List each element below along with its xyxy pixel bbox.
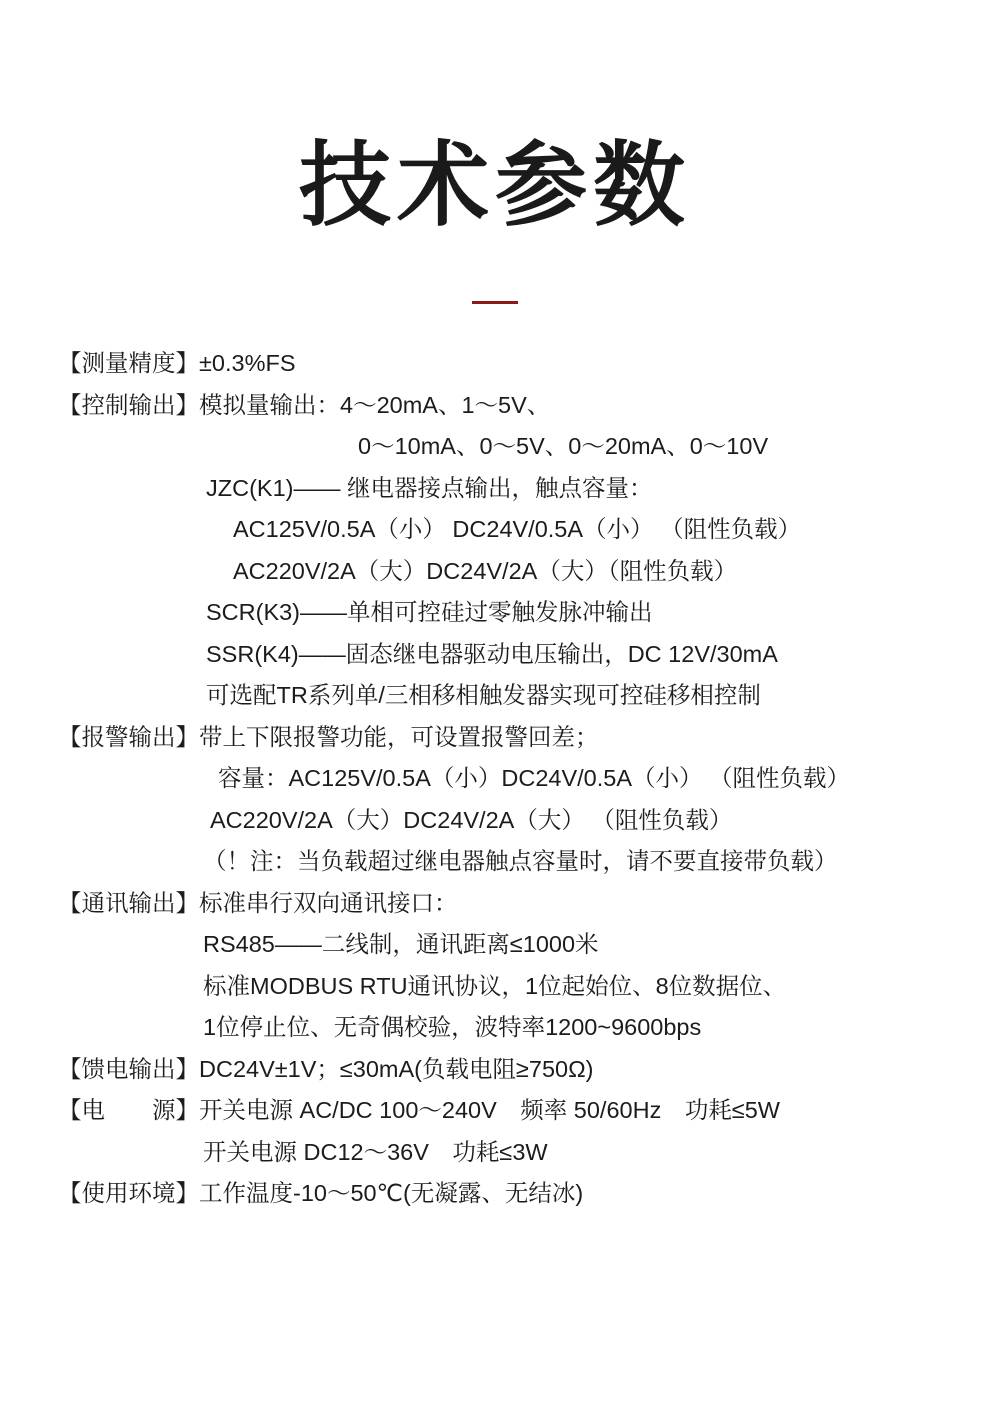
- spec-value: 带上下限报警功能，可设置报警回差；: [199, 723, 599, 750]
- spec-row: [58, 1099, 932, 1123]
- spec-list: [0, 352, 990, 1206]
- spec-value: DC24V±1V；≤30mA(负载电阻≥750Ω): [199, 1055, 594, 1082]
- spec-subline: （！注：当负载超过继电器触点容量时，请不要直接带负载）: [203, 848, 838, 875]
- spec-row: [58, 723, 932, 750]
- spec-value: 标准串行双向通讯接口：: [199, 889, 458, 916]
- spec-label: 【馈电输出】: [58, 1055, 199, 1082]
- spec-subline: AC220V/2A（大）DC24V/2A（大）（阻性负载）: [233, 557, 738, 584]
- page-title: 技术参数: [298, 134, 691, 237]
- spec-label: 【控制输出】: [58, 391, 199, 418]
- spec-value: ±0.3%FS: [199, 350, 296, 377]
- spec-label: 【报警输出】: [58, 723, 199, 750]
- spec-subline: 1位停止位、无奇偶校验，波特率1200~9600bps: [203, 1014, 702, 1041]
- spec-label: 【通讯输出】: [58, 889, 199, 916]
- spec-page: [0, 62, 990, 1414]
- spec-value: 模拟量输出：4～20mA、1～5V、: [199, 391, 551, 418]
- spec-subline: AC220V/2A（大）DC24V/2A（大） （阻性负载）: [210, 806, 733, 833]
- spec-label: 【测量精度】: [58, 350, 199, 377]
- spec-subline: SSR(K4)——固态继电器驱动电压输出，DC 12V/30mA: [206, 640, 778, 667]
- spec-row: [58, 391, 932, 418]
- spec-subline: JZC(K1)—— 继电器接点输出，触点容量：: [206, 474, 653, 501]
- spec-row: [58, 1182, 932, 1206]
- spec-subline: 标准MODBUS RTU通讯协议，1位起始位、8位数据位、: [203, 972, 787, 999]
- spec-value: 开关电源 AC/DC 100～240V 频率 50/60Hz 功耗≤5W: [199, 1097, 780, 1124]
- spec-row: [58, 1055, 932, 1082]
- spec-row: [58, 352, 932, 376]
- title-divider: [472, 301, 518, 304]
- spec-subline: 开关电源 DC12～36V 功耗≤3W: [203, 1138, 548, 1165]
- spec-subline: RS485——二线制，通讯距离≤1000米: [203, 931, 599, 958]
- spec-subline: AC125V/0.5A（小） DC24V/0.5A（小） （阻性负载）: [233, 516, 802, 543]
- spec-label: 【电 源】: [58, 1097, 199, 1124]
- title-divider-wrapper: [0, 301, 990, 304]
- spec-subline: 容量：AC125V/0.5A（小）DC24V/0.5A（小） （阻性负载）: [218, 765, 851, 792]
- spec-value: 工作温度-10～50℃(无凝露、无结冰): [199, 1180, 584, 1207]
- spec-subline: 可选配TR系列单/三相移相触发器实现可控硅移相控制: [206, 682, 761, 709]
- spec-row: [58, 889, 932, 916]
- spec-label: 【使用环境】: [58, 1180, 199, 1207]
- spec-subline: SCR(K3)——单相可控硅过零触发脉冲输出: [206, 599, 653, 626]
- spec-subline: 0～10mA、0～5V、0～20mA、0～10V: [358, 433, 769, 460]
